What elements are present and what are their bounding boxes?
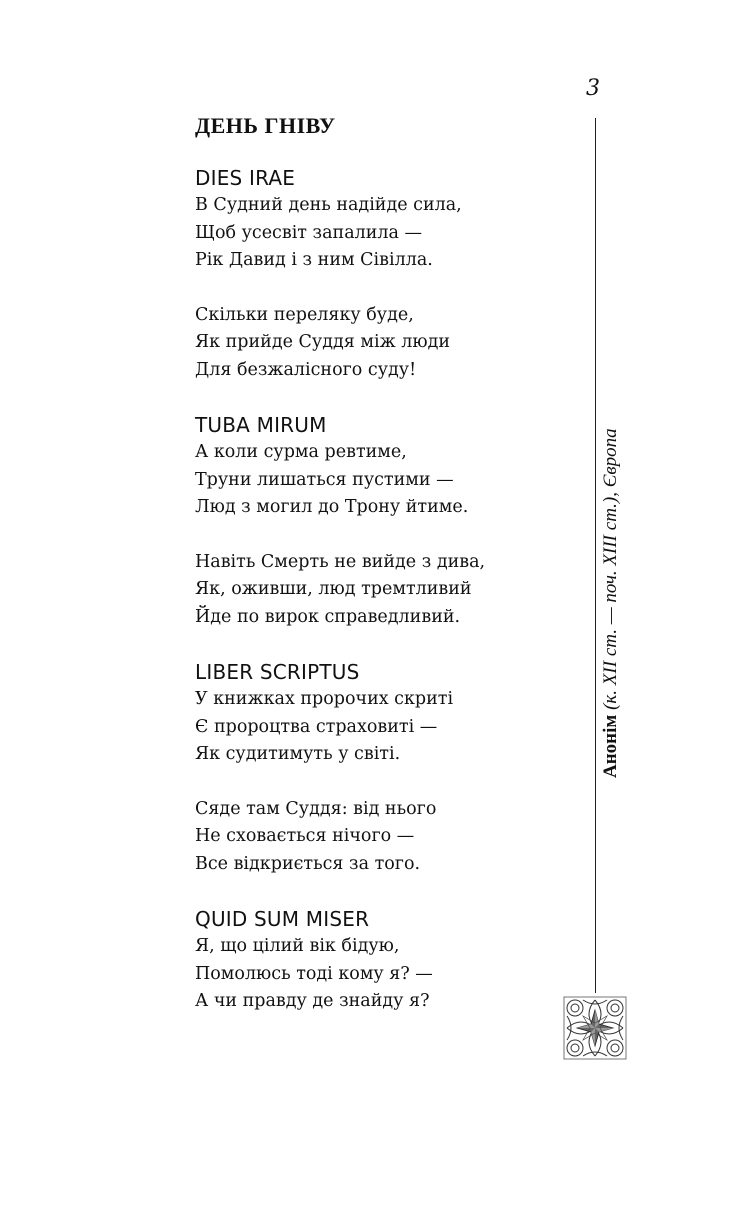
stanza <box>195 549 565 632</box>
section-heading: LIBER SCRIPTUS <box>195 660 360 684</box>
verse-line: Все відкриється за того. <box>195 853 421 874</box>
verse-line: Скільки переляку буде, <box>195 304 414 325</box>
side-caption <box>600 428 622 778</box>
poem-title: ДЕНЬ ГНІВУ <box>195 113 336 138</box>
verse-line: Як прийде Суддя між люди <box>195 332 451 352</box>
verse-line: А чи правду де знайду я? <box>195 991 430 1011</box>
verse-line: Труни лишаться пустими — <box>195 469 454 490</box>
stanza-dies-irae <box>195 164 565 275</box>
verse-line: Люд з могил до Трону йтиме. <box>195 497 469 517</box>
verse-line: Як, оживши, люд тремтливий <box>195 579 472 599</box>
stanza-tuba-mirum <box>195 411 565 522</box>
verse-line: Рік Давид і з ним Сівілла. <box>195 250 433 270</box>
stanza <box>195 796 565 879</box>
verse-line: Сяде там Суддя: від нього <box>195 798 437 819</box>
verse-line: В Судний день надійде сила, <box>195 195 462 215</box>
verse-line: Для безжалісного суду! <box>195 359 417 380</box>
ornament-star-icon <box>563 996 627 1060</box>
verse-line: Не сховається нічого — <box>195 826 415 846</box>
verse-line: Помолюсь тоді кому я? — <box>195 963 433 984</box>
stanza <box>195 302 565 385</box>
verse-line: Я, що цілий вік бідую, <box>195 936 400 956</box>
verse-line: Навіть Смерть не вийде з дива, <box>195 551 486 572</box>
section-heading: TUBA MIRUM <box>195 413 327 437</box>
vertical-rule <box>595 118 596 993</box>
section-heading: DIES IRAE <box>195 166 296 190</box>
page-number: 3 <box>586 76 600 101</box>
verse-line: Йде по вирок справедливий. <box>195 606 461 627</box>
verse-line: А коли сурма ревтиме, <box>195 442 407 462</box>
verse-line: Щоб усесвіт запалила — <box>195 222 423 243</box>
author-name: Анонім <box>600 714 621 778</box>
author-dates: (к. XII ст. — поч. XIII ст.), Європа <box>600 428 621 715</box>
section-heading: QUID SUM MISER <box>195 907 370 931</box>
verse-line: У книжках пророчих скриті <box>195 689 454 709</box>
stanza-quid-sum-miser <box>195 905 565 1016</box>
verse-line: Як судитимуть у світі. <box>195 744 401 764</box>
poem-body <box>195 164 565 1043</box>
verse-line: Є пророцтва страховиті — <box>195 716 438 737</box>
stanza-liber-scriptus <box>195 658 565 769</box>
